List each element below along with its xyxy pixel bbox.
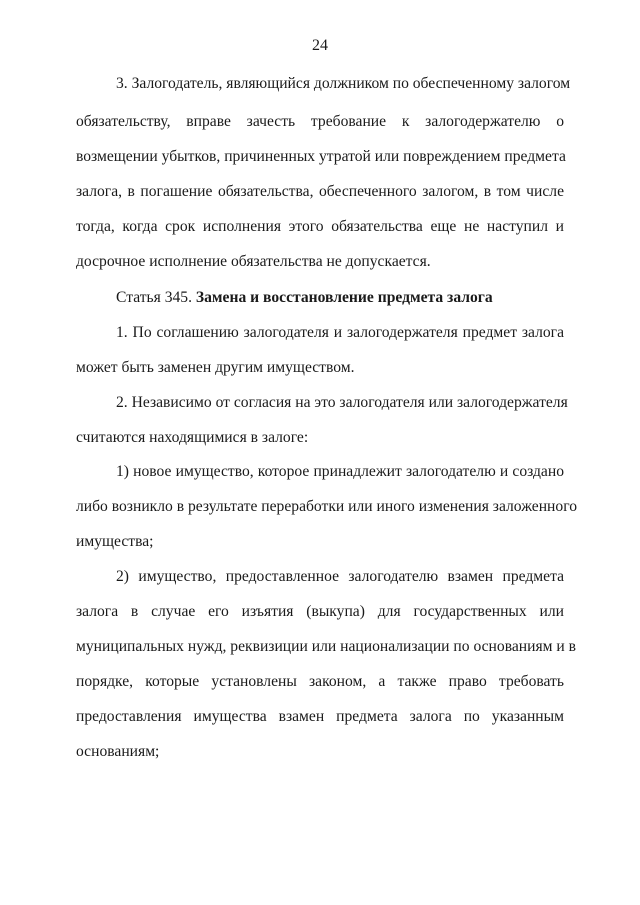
text-line: залога в случае его изъятия (выкупа) для государственных или: [76, 603, 564, 620]
text-line: тогда, когда срок исполнения этого обязательства еще не наступил и: [76, 218, 564, 235]
text-line: считаются находящимися в залоге:: [76, 429, 309, 446]
text-line: порядке, которые установлены законом, а также право требовать: [76, 673, 564, 690]
text-line: возмещении убытков, причиненных утратой или повреждением предмета: [76, 148, 566, 165]
text-line: 1) новое имущество, которое принадлежит залогодателю и создано: [116, 463, 564, 480]
text-line: обязательству, вправе зачесть требование к залогодержателю о: [76, 113, 564, 130]
text-line: может быть заменен другим имуществом.: [76, 359, 355, 376]
article-heading: [116, 288, 564, 308]
article-title: Замена и восстановление предмета залога: [195, 289, 493, 306]
text-line: основаниям;: [76, 743, 160, 760]
text-line: 2. Независимо от согласия на это залогодателя или залогодержателя: [116, 394, 568, 411]
text-line: либо возникло в результате переработки или иного изменения заложенного: [76, 498, 577, 515]
text-line: 3. Залогодатель, являющийся должником по обеспеченному залогом: [116, 75, 571, 92]
text-line: 2) имущество, предоставленное залогодателю взамен предмета: [116, 568, 564, 585]
page-number: 24: [312, 37, 328, 54]
text-line: предоставления имущества взамен предмета залога по указанным: [76, 708, 564, 725]
text-line: досрочное исполнение обязательства не допускается.: [76, 253, 431, 270]
text-line: муниципальных нужд, реквизиции или национализации по основаниям и в: [76, 638, 577, 655]
text-line: 1. По соглашению залогодателя и залогодержателя предмет залога: [116, 324, 564, 341]
text-line: имущества;: [76, 533, 154, 550]
text-line: залога, в погашение обязательства, обеспеченного залогом, в том числе: [76, 183, 564, 200]
article-number: Статья 345.: [116, 289, 196, 306]
